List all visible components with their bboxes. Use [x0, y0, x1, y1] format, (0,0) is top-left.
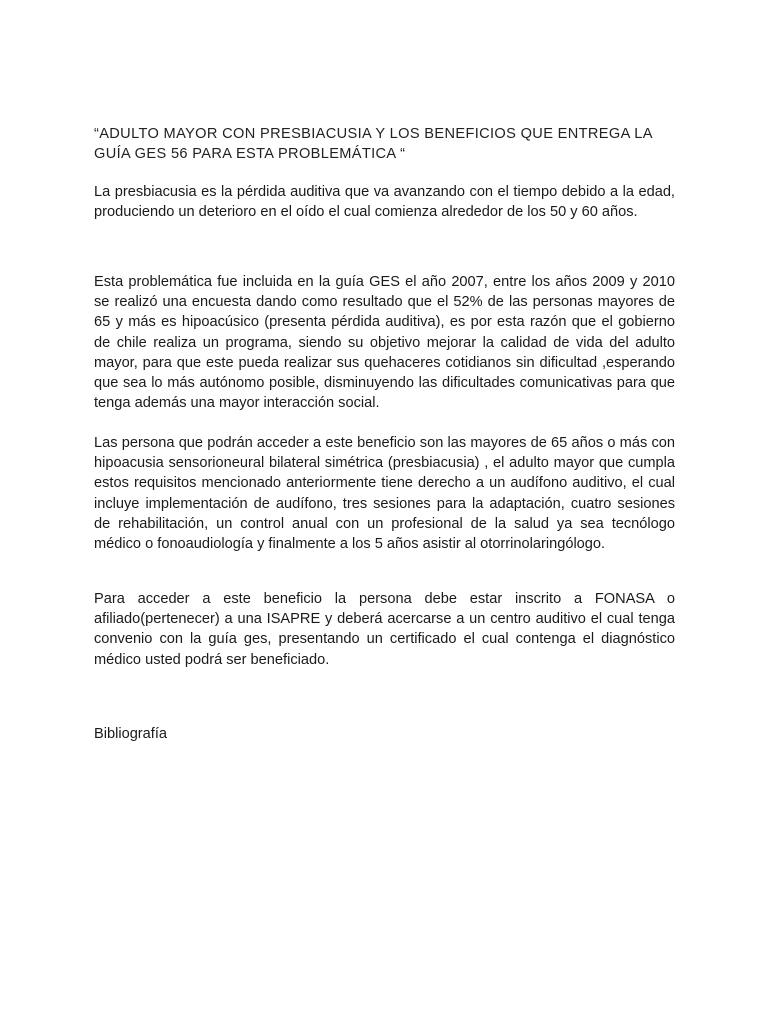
bibliography-heading: Bibliografía	[94, 726, 168, 742]
paragraph-beneficiaries: Las persona que podrán acceder a este beneficio son las mayores de 65 años o más con hipoacusia sensorioneural bilateral simétrica (presbiacusia) , el adulto mayor que cumpla estos requisitos mencionado anteriormente tiene derecho a un audífono auditivo, el cual incluye implementación de audífono, tres sesiones para la adaptación, cuatro sesiones de rehabilitación, un control anual con un profesional de la salud ya sea tecnólogo médico o fonoaudiología y finalmente a los 5 años asistir al otorrinolaringólogo.	[94, 435, 675, 553]
document-title: “ADULTO MAYOR CON PRESBIACUSIA Y LOS BENEFICIOS QUE ENTREGA LA GUÍA GES 56 PARA ESTA PROBLEMÁTICA “	[94, 126, 653, 163]
paragraph-ges-problematic: Esta problemática fue incluida en la guía GES el año 2007, entre los años 2009 y 2010 se realizó una encuesta dando como resultado que el 52% de las personas mayores de 65 y más es hipoacúsico (presenta pérdida auditiva), es por esta razón que el gobierno de chile realiza un programa, siendo su objetivo mejorar la calidad de vida del adulto mayor, para que este pueda realizar sus quehaceres cotidianos sin dificultad ,esperando que sea lo más autónomo posible, disminuyendo las dificultades comunicativas para que tenga además una mayor interacción social.	[94, 274, 675, 412]
paragraph-access-requirements: Para acceder a este beneficio la persona debe estar inscrito a FONASA o afiliado(pertenecer) a una ISAPRE y deberá acercarse a un centro auditivo el cual tenga convenio con la guía ges, presentando un certificado el cual contenga el diagnóstico médico usted podrá ser beneficiado.	[94, 591, 675, 668]
paragraph-presbiacusia-definition: La presbiacusia es la pérdida auditiva que va avanzando con el tiempo debido a la edad, produciendo un deterioro en el oído el cual comienza alrededor de los 50 y 60 años.	[94, 184, 675, 221]
